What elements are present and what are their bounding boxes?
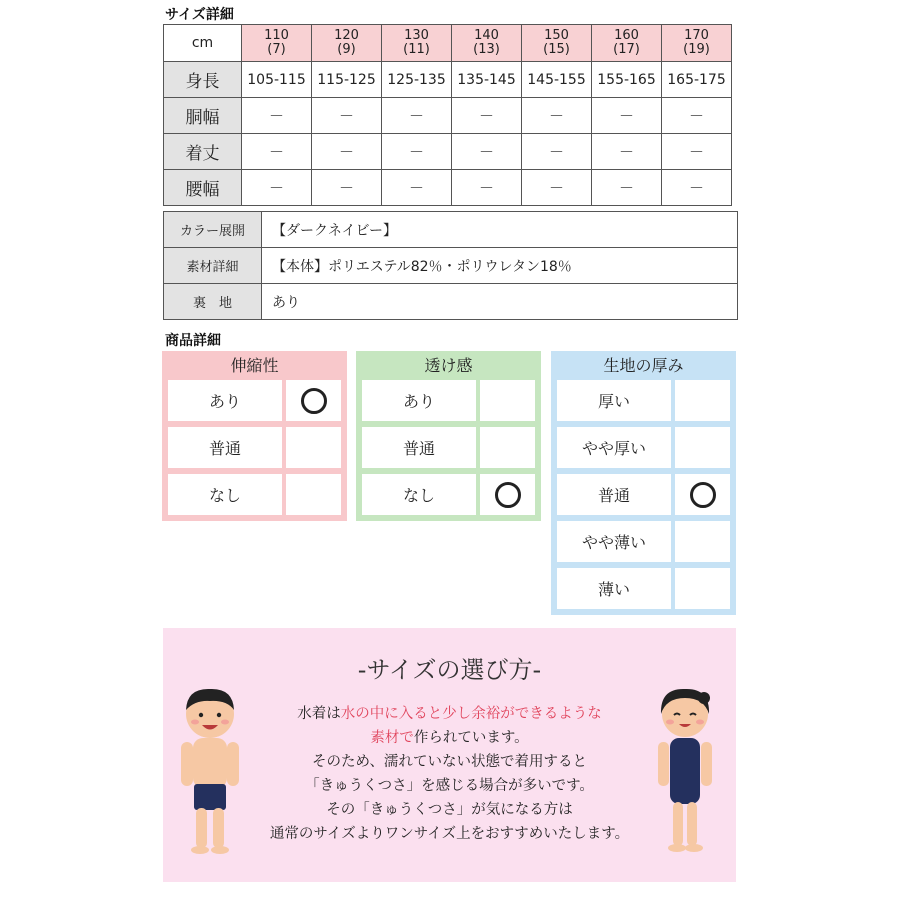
list-item bbox=[557, 474, 730, 515]
list-item bbox=[557, 380, 730, 421]
table-row bbox=[164, 248, 738, 284]
option-label: 厚い bbox=[557, 380, 671, 421]
selected-circle-icon bbox=[495, 482, 521, 508]
option-mark bbox=[480, 427, 535, 468]
info-key-material: 素材詳細 bbox=[164, 248, 262, 284]
girl-swimmer-icon bbox=[650, 684, 720, 859]
option-mark bbox=[675, 568, 730, 609]
size-header: 160 (17) bbox=[592, 25, 662, 62]
panel-title: 生地の厚み bbox=[603, 356, 684, 375]
boy-swimmer-icon bbox=[175, 684, 245, 859]
info-value-material: 【本体】ポリエステル82％・ポリウレタン18％ bbox=[262, 248, 738, 284]
table-cell: － bbox=[452, 170, 522, 206]
guide-line: 水着は水の中に入ると少し余裕ができるような bbox=[297, 706, 602, 722]
table-cell: － bbox=[312, 98, 382, 134]
size-guide-text bbox=[233, 702, 666, 846]
info-value-color: 【ダークネイビー】 bbox=[262, 212, 738, 248]
table-cell: － bbox=[242, 98, 312, 134]
selected-circle-icon bbox=[301, 388, 327, 414]
table-row bbox=[164, 62, 732, 98]
size-table bbox=[163, 24, 732, 206]
option-mark bbox=[675, 474, 730, 515]
table-row bbox=[164, 284, 738, 320]
guide-line: そのため、濡れていない状態で着用すると bbox=[312, 754, 587, 770]
option-label: なし bbox=[362, 474, 476, 515]
table-cell: － bbox=[522, 170, 592, 206]
row-label-body-width: 胴幅 bbox=[164, 98, 242, 134]
table-cell: － bbox=[662, 134, 732, 170]
list-item bbox=[362, 474, 535, 515]
guide-line: その「きゅうくつさ」が気になる方は bbox=[326, 802, 573, 818]
list-item bbox=[362, 427, 535, 468]
size-header: 150 (15) bbox=[522, 25, 592, 62]
option-label: 普通 bbox=[557, 474, 671, 515]
option-label: 薄い bbox=[557, 568, 671, 609]
table-cell: － bbox=[382, 170, 452, 206]
list-item bbox=[168, 380, 341, 421]
table-cell: － bbox=[662, 170, 732, 206]
table-cell: － bbox=[382, 98, 452, 134]
row-label-length: 着丈 bbox=[164, 134, 242, 170]
option-label: 普通 bbox=[168, 427, 282, 468]
list-item bbox=[557, 568, 730, 609]
detail-section-heading: 商品詳細 bbox=[165, 333, 221, 349]
option-mark bbox=[675, 380, 730, 421]
table-cell: － bbox=[522, 98, 592, 134]
list-item bbox=[557, 427, 730, 468]
panel-title: 伸縮性 bbox=[230, 356, 279, 375]
row-label-height: 身長 bbox=[164, 62, 242, 98]
option-label: あり bbox=[168, 380, 282, 421]
option-mark bbox=[286, 380, 341, 421]
info-value-lining: あり bbox=[262, 284, 738, 320]
table-cell: － bbox=[242, 134, 312, 170]
selected-circle-icon bbox=[690, 482, 716, 508]
option-mark bbox=[286, 427, 341, 468]
size-guide-title: -サイズの選び方- bbox=[357, 656, 542, 684]
info-key-lining: 裏 地 bbox=[164, 284, 262, 320]
size-header: 110 (7) bbox=[242, 25, 312, 62]
table-cell: － bbox=[522, 134, 592, 170]
table-row bbox=[164, 212, 738, 248]
table-cell: 145-155 bbox=[522, 62, 592, 98]
size-header: 170 (19) bbox=[662, 25, 732, 62]
list-item bbox=[168, 474, 341, 515]
size-table-header-row bbox=[164, 25, 732, 62]
size-section-heading: サイズ詳細 bbox=[165, 7, 234, 23]
option-mark bbox=[675, 521, 730, 562]
stretch-panel bbox=[162, 351, 347, 521]
list-item bbox=[557, 521, 730, 562]
table-cell: － bbox=[452, 98, 522, 134]
table-cell: － bbox=[312, 170, 382, 206]
guide-line: 通常のサイズよりワンサイズ上をおすすめいたします。 bbox=[269, 826, 630, 842]
product-info-table bbox=[163, 211, 738, 320]
table-cell: － bbox=[242, 170, 312, 206]
list-item bbox=[362, 380, 535, 421]
guide-line: 「きゅうくつさ」を感じる場合が多いです。 bbox=[305, 778, 594, 794]
option-mark bbox=[480, 380, 535, 421]
option-mark bbox=[286, 474, 341, 515]
panel-title: 透け感 bbox=[424, 356, 473, 375]
table-cell: － bbox=[452, 134, 522, 170]
table-cell: － bbox=[592, 134, 662, 170]
table-cell: 125-135 bbox=[382, 62, 452, 98]
table-cell: － bbox=[382, 134, 452, 170]
info-key-color: カラー展開 bbox=[164, 212, 262, 248]
transparency-panel bbox=[356, 351, 541, 521]
thickness-panel bbox=[551, 351, 736, 615]
table-cell: 155-165 bbox=[592, 62, 662, 98]
table-cell: － bbox=[312, 134, 382, 170]
size-header: 140 (13) bbox=[452, 25, 522, 62]
option-mark bbox=[480, 474, 535, 515]
table-cell: 165-175 bbox=[662, 62, 732, 98]
option-label: やや薄い bbox=[557, 521, 671, 562]
size-guide-box bbox=[163, 628, 736, 882]
size-header: 120 (9) bbox=[312, 25, 382, 62]
table-row bbox=[164, 134, 732, 170]
guide-line: 素材で作られています。 bbox=[370, 730, 529, 746]
option-label: あり bbox=[362, 380, 476, 421]
option-label: 普通 bbox=[362, 427, 476, 468]
unit-label: cm bbox=[164, 25, 242, 62]
table-cell: 135-145 bbox=[452, 62, 522, 98]
option-mark bbox=[675, 427, 730, 468]
table-row bbox=[164, 170, 732, 206]
option-label: やや厚い bbox=[557, 427, 671, 468]
size-header: 130 (11) bbox=[382, 25, 452, 62]
table-cell: － bbox=[662, 98, 732, 134]
row-label-waist-width: 腰幅 bbox=[164, 170, 242, 206]
table-cell: － bbox=[592, 98, 662, 134]
table-cell: 105-115 bbox=[242, 62, 312, 98]
option-label: なし bbox=[168, 474, 282, 515]
table-row bbox=[164, 98, 732, 134]
list-item bbox=[168, 427, 341, 468]
table-cell: 115-125 bbox=[312, 62, 382, 98]
table-cell: － bbox=[592, 170, 662, 206]
